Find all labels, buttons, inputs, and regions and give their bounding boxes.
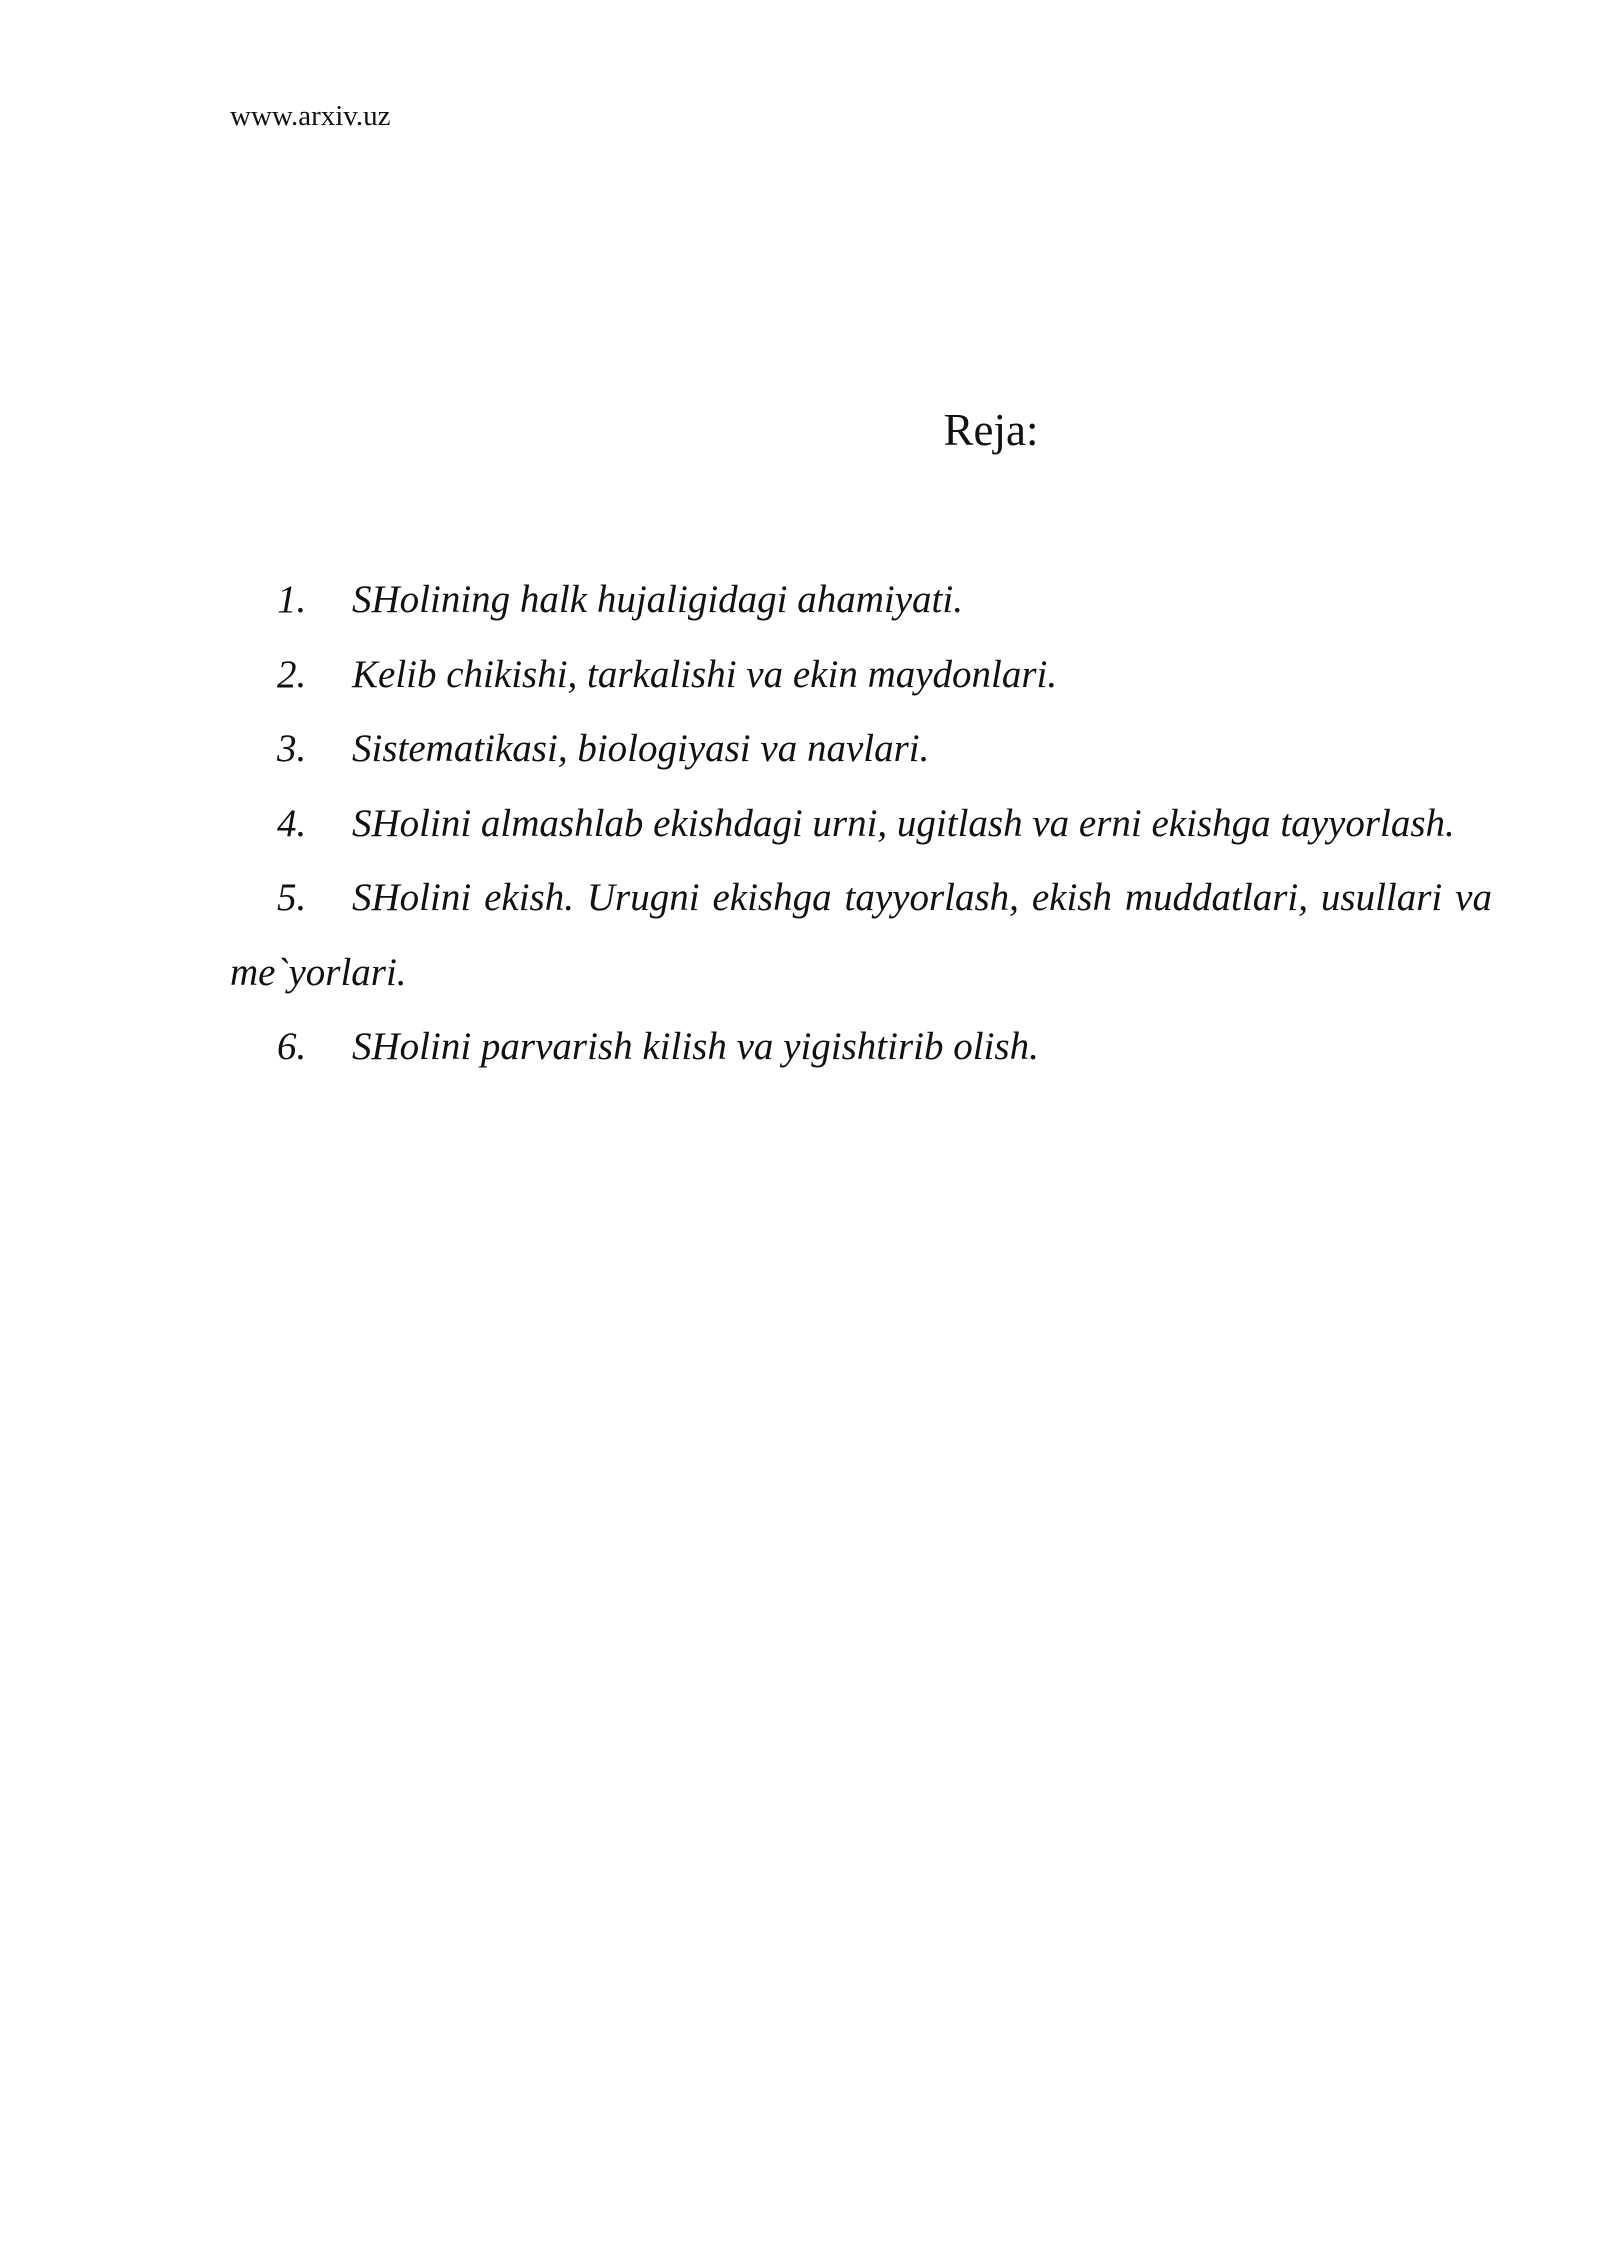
list-item [230, 563, 1492, 638]
list-item-number: 6. [277, 1025, 307, 1068]
list-item-text: Kelib chikishi, tarkalishi va ekin maydonlari. [352, 652, 1058, 696]
list-item [230, 638, 1492, 713]
list-item [230, 787, 1492, 862]
list-item-number: 4. [277, 801, 307, 845]
list-item-text: Sistematikasi, biologiyasi va navlari. [352, 727, 930, 770]
site-url-header: www.arxiv.uz [230, 100, 391, 132]
list-item-number: 3. [277, 727, 307, 770]
list-item [230, 861, 1492, 1010]
list-item-number: 5. [277, 876, 307, 919]
list-item-number: 1. [277, 578, 307, 621]
plan-list [230, 563, 1492, 1085]
list-item-text: SHolini almashlab ekishdagi urni, ugitlash va erni ekishga tayyorlash. [352, 801, 1455, 845]
list-item-text: SHolini ekish. Urugni ekishga tayyorlash, ekish muddatlari, usullari va me`yorlari. [230, 876, 1492, 994]
list-item-number: 2. [277, 652, 307, 696]
list-item [230, 712, 1492, 787]
list-item-text: SHolining halk hujaligidagi ahamiyati. [352, 578, 963, 621]
page-title: Reja: [943, 405, 1039, 455]
list-item [230, 1010, 1492, 1085]
list-item-text: SHolini parvarish kilish va yigishtirib olish. [352, 1025, 1039, 1068]
